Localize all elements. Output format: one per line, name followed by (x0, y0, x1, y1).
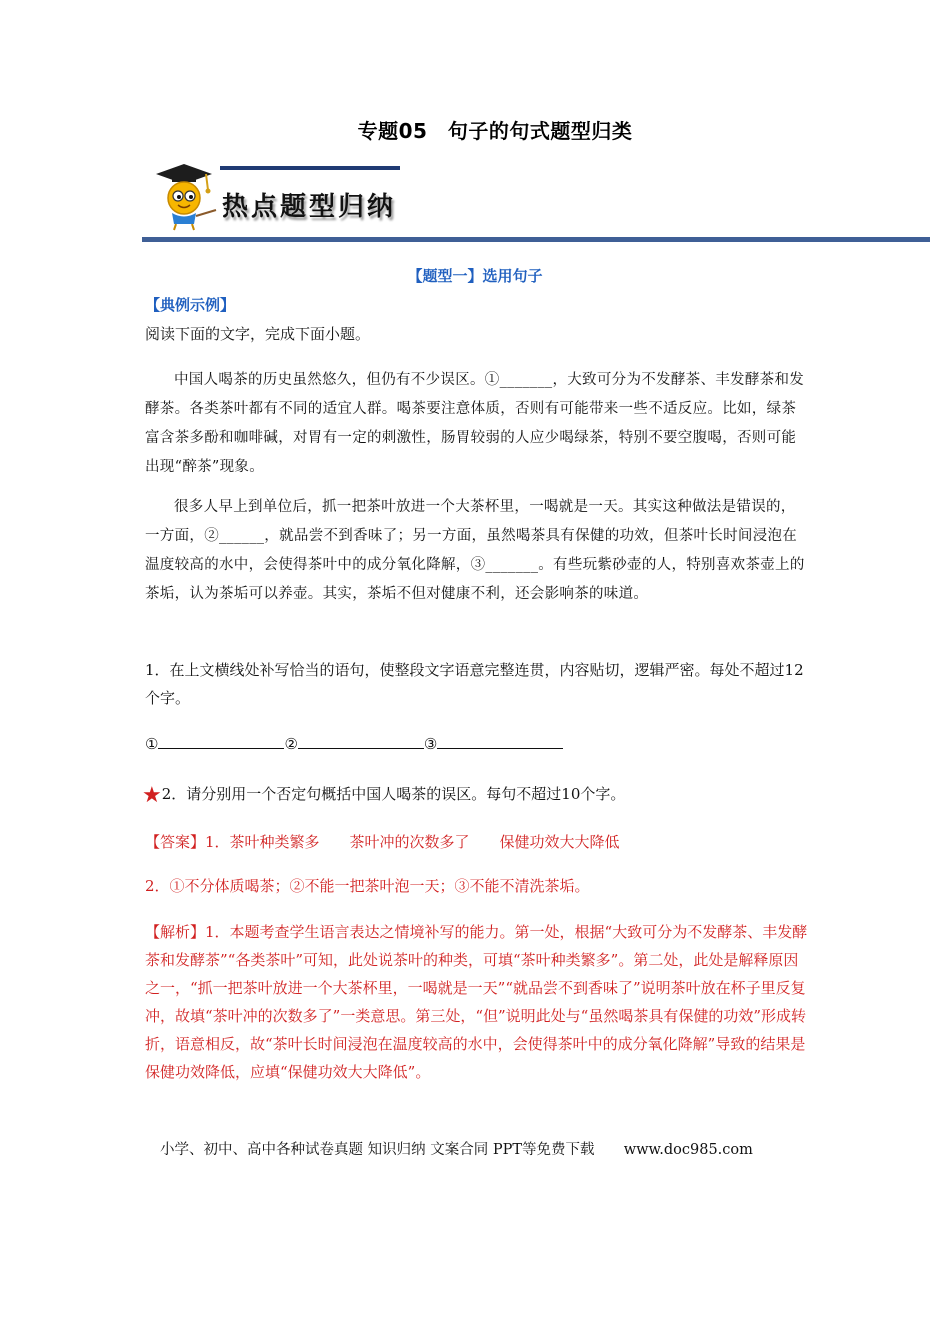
question-2: 2．请分别用一个否定句概括中国人喝茶的误区。每句不超过10个字。 (161, 785, 626, 803)
blank-1[interactable] (158, 732, 284, 749)
blank-mark-2: ② (284, 735, 298, 753)
blank-mark-1: ① (145, 735, 159, 753)
passage-paragraph-2: 很多人早上到单位后，抓一把茶叶放进一个大茶杯里，一喝就是一天。其实这种做法是错误的，一方面，②______，就品尝不到香味了；另一方面，虽然喝茶具有保健的功效，但茶叶长时间浸泡在温度较高的水中，会使得茶叶中的成分氧化降解，③_______。有些玩紫砂壶的人，特别喜欢茶壶上的茶垢，认为茶垢可以养壶。其实，茶垢不但对健康不利，还会影响茶的味道。 (145, 499, 805, 602)
blank-mark-3: ③ (423, 735, 438, 753)
analysis-text: 1．本题考查学生语言表达之情境补写的能力。第一处，根据“大致可分为不发酵茶、丰发酵茶和发酵茶”“各类茶叶”可知，此处说茶叶的种类，可填“茶叶种类繁多”。第二处，此处是解释原因之一，“抓一把茶叶放进一个大茶杯里，一喝就是一天”“就品尝不到香味了”说明茶叶放在杯子里反复冲，故填“茶叶冲的次数多了”一类意思。第三处，“但”说明此处与“虽然喝茶具有保健的功效”形成转折，语意相反，故“茶叶长时间浸泡在温度较高的水中，会使得茶叶中的成分氧化降解”导致的结果是保健功效降低，应填“保健功效大大降低”。 (145, 923, 808, 1081)
graduate-mascot-icon (150, 160, 220, 232)
answer-line-2: 2．①不分体质喝茶；②不能一把茶叶泡一天；③不能不清洗茶垢。 (145, 877, 590, 895)
hot-topic-banner (150, 160, 930, 250)
footer-url[interactable]: www.doc985.com (623, 1142, 753, 1158)
analysis-block (145, 918, 813, 1086)
section-title: 【题型一】选用句子 (407, 267, 543, 285)
analysis-tag: 【解析】 (145, 923, 206, 941)
passage-paragraph-1: 中国人喝茶的历史虽然悠久，但仍有不少误区。①_______，大致可分为不发酵茶、丰发酵茶和发酵茶。各类茶叶都有不同的适宜人群。喝茶要注意体质，否则有可能带来一些不适反应。比如，绿茶富含茶多酚和咖啡碱，对胃有一定的刺激性，肠胃较弱的人应少喝绿茶，特别不要空腹喝，否则可能出现“醉茶”现象。 (145, 372, 805, 475)
footer-text: 小学、初中、高中各种试卷真题 知识归纳 文案合同 PPT等免费下载 (160, 1142, 595, 1158)
example-tag: 【典例示例】 (145, 296, 236, 314)
answer-text-1: 1．茶叶种类繁多 茶叶冲的次数多了 保健功效大大降低 (205, 833, 620, 851)
star-icon: ★ (142, 783, 162, 808)
question-1: 1．在上文横线处补写恰当的语句，使整段文字语意完整连贯，内容贴切，逻辑严密。每处不超过12个字。 (145, 661, 804, 707)
question-2-row (142, 780, 807, 810)
page-title: 专题05 句子的句式题型归类 (357, 119, 633, 143)
banner-heading: 热点题型归纳 (222, 192, 397, 222)
instruction: 阅读下面的文字，完成下面小题。 (145, 325, 371, 343)
answer-tag: 【答案】 (145, 833, 206, 851)
answer-line-1 (145, 828, 810, 856)
banner-base-rule (142, 237, 930, 242)
blank-3[interactable] (437, 732, 563, 749)
banner-top-rule (220, 166, 400, 170)
answer-blanks (145, 730, 810, 758)
blank-2[interactable] (298, 732, 424, 749)
page-footer (160, 1138, 800, 1159)
